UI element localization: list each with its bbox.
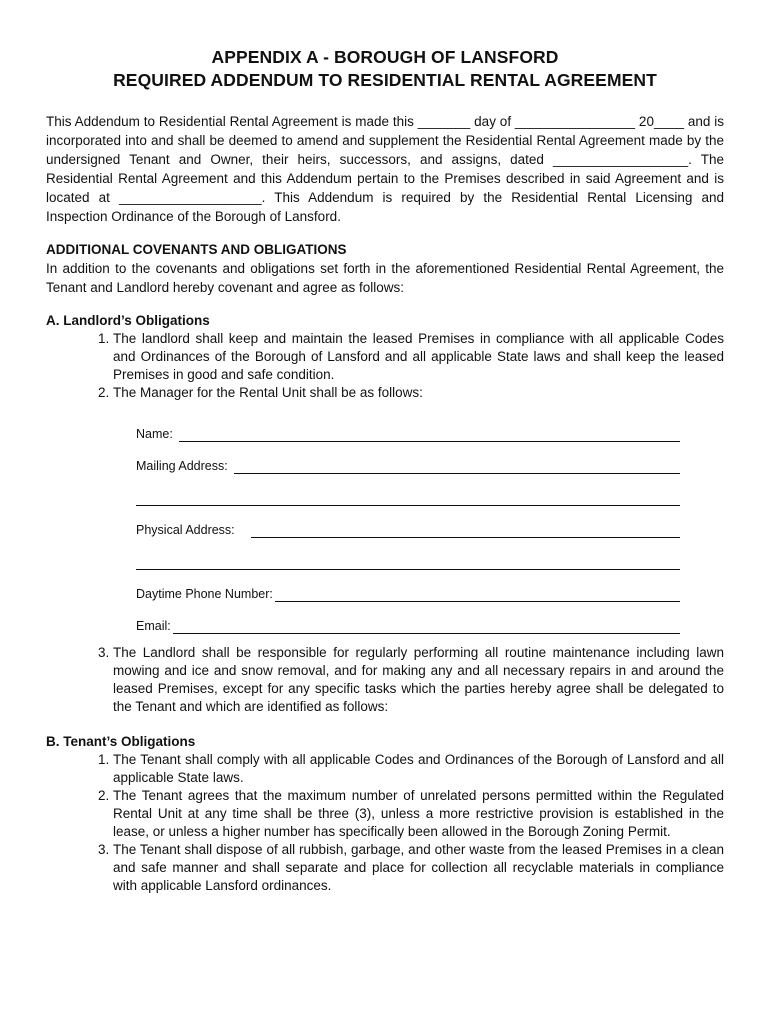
- manager-name-row: [136, 410, 680, 442]
- manager-form: [136, 410, 680, 634]
- intro-paragraph: This Addendum to Residential Rental Agreement is made this _______ day of ________________ 20____ and is incorporated into and shall be deemed to amend and supplement the Residential Rental Agreement made by the undersigned Tenant and Owner, their heirs, successors, and assigns, dated __________________. The Residential Rental Agreement and this Addendum pertain to the Premises described in said Agreement and is located at ___________________. This Addendum is required by the Residential Rental Licensing and Inspection Ordinance of the Borough of Lansford.: [46, 114, 724, 224]
- tenant-obligations-heading: B. Tenant’s Obligations: [46, 734, 196, 749]
- phone-field[interactable]: [275, 587, 680, 602]
- list-item: 3. The Tenant shall dispose of all rubbish, garbage, and other waste from the leased Premises in a clean and safe manner and shall separate and place for collection all recyclable materials in compliance with applicable Lansford ordinances.: [113, 841, 724, 895]
- email-field[interactable]: [173, 619, 680, 634]
- email-row: [136, 602, 680, 634]
- covenants-heading: ADDITIONAL COVENANTS AND OBLIGATIONS: [46, 242, 347, 257]
- mailing-address-row-2: [136, 474, 680, 506]
- manager-name-field[interactable]: [179, 427, 680, 442]
- mailing-address-row: [136, 442, 680, 474]
- list-item: 3. The Landlord shall be responsible for regularly performing all routine maintenance including lawn mowing and ice and snow removal, and for making any and all necessary repairs in and around the leased Premises, except for any specific tasks which the parties hereby agree shall be delegated to the Tenant and which are identified as follows:: [113, 644, 724, 716]
- physical-address-field[interactable]: [251, 523, 680, 538]
- mailing-address-field-2[interactable]: [136, 491, 680, 506]
- list-item: 2. The Tenant agrees that the maximum number of unrelated persons permitted within the Regulated Rental Unit at any time shall be three (3), unless a more restrictive provision is established in the lease, or unless a higher number has specifically been allowed in the Borough Zoning Permit.: [113, 787, 724, 841]
- landlord-obligations-list: [46, 330, 724, 402]
- document-title: [46, 46, 724, 92]
- list-item: 1. The landlord shall keep and maintain the leased Premises in compliance with all applicable Codes and Ordinances of the Borough of Lansford and all applicable State laws and shall keep the leased Premises in good and safe condition.: [113, 330, 724, 384]
- physical-address-row: [136, 506, 680, 538]
- title-line-1: APPENDIX A - BOROUGH OF LANSFORD: [211, 47, 559, 67]
- landlord-obligations-heading: A. Landlord’s Obligations: [46, 313, 210, 328]
- physical-address-label: Physical Address:: [136, 523, 235, 537]
- tenant-obligations-list: [46, 751, 724, 895]
- phone-label: Daytime Phone Number:: [136, 587, 273, 601]
- mailing-address-label: Mailing Address:: [136, 459, 228, 473]
- manager-name-label: Name:: [136, 427, 173, 441]
- physical-address-field-2[interactable]: [136, 555, 680, 570]
- title-line-2: REQUIRED ADDENDUM TO RESIDENTIAL RENTAL AGREEMENT: [113, 70, 657, 90]
- phone-row: [136, 570, 680, 602]
- landlord-obligations-list-continued: [46, 644, 724, 716]
- mailing-address-field[interactable]: [234, 459, 680, 474]
- covenants-text: In addition to the covenants and obligations set forth in the aforementioned Residential Rental Agreement, the Tenant and Landlord hereby covenant and agree as follows:: [46, 261, 724, 295]
- list-item: 1. The Tenant shall comply with all applicable Codes and Ordinances of the Borough of Lansford and all applicable State laws.: [113, 751, 724, 787]
- list-item: 2. The Manager for the Rental Unit shall be as follows:: [113, 384, 724, 402]
- email-label: Email:: [136, 619, 171, 633]
- physical-address-row-2: [136, 538, 680, 570]
